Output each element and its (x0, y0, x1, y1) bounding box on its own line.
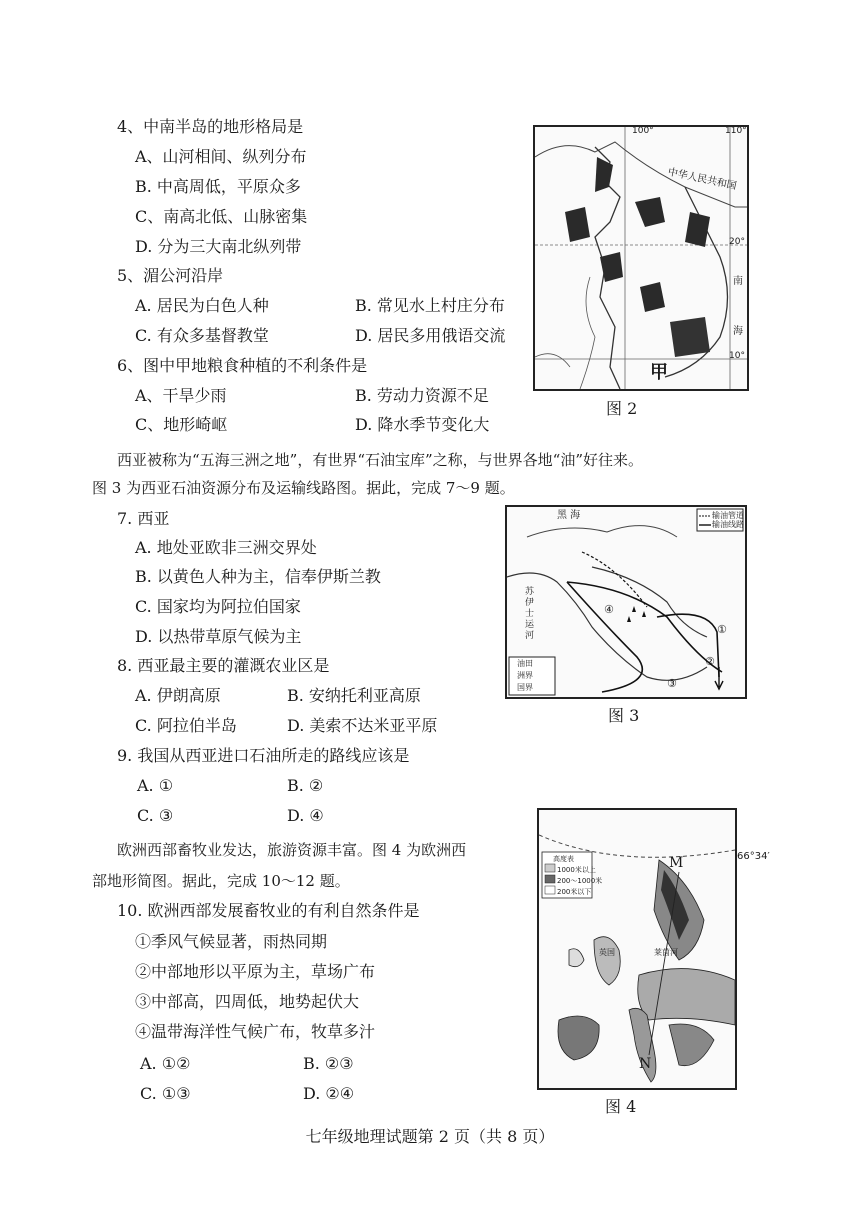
q10-option-c: C. ①③ (140, 1084, 191, 1103)
q9-option-a: A. ① (137, 776, 174, 795)
intro-10-12-line-1: 欧洲西部畜牧业发达，旅游资源丰富。图 4 为欧洲西 (117, 841, 467, 859)
indochina-map-graphic (535, 127, 747, 389)
q8-option-d: D. 美索不达米亚平原 (287, 716, 438, 735)
figure-4-caption: 图 4 (605, 1097, 637, 1116)
route-4-label: ④ (604, 603, 614, 616)
q10-item-3: ③中部高，四周低，地势起伏大 (135, 992, 360, 1011)
lon-110-label: 110° (725, 126, 747, 136)
q8-option-b: B. 安纳托利亚高原 (287, 686, 421, 705)
q4-option-c: C、南高北低、山脉密集 (135, 207, 308, 226)
q9-option-c: C. ③ (137, 806, 174, 825)
western-europe-map-graphic (539, 810, 735, 1088)
legend-below-200: 200米以下 (557, 888, 592, 896)
arctic-circle-label: 66°34′ (737, 851, 770, 862)
q6-option-c: C、地形崎岖 (135, 415, 228, 434)
q7-option-b: B. 以黄色人种为主，信奉伊斯兰教 (135, 567, 381, 586)
legend-title: 高度表 (553, 855, 574, 863)
lat-20-label: 20° (729, 237, 745, 247)
jia-label: 甲 (650, 362, 668, 383)
lat-10-label: 10° (729, 351, 745, 361)
legend-country-border: 国界 (517, 683, 533, 692)
q5-option-b: B. 常见水上村庄分布 (355, 296, 505, 315)
q5-stem: 5、湄公河沿岸 (117, 266, 224, 285)
q6-stem: 6、图中甲地粮食种植的不利条件是 (117, 356, 368, 375)
legend-oilfield: 油田 (517, 659, 533, 668)
q7-stem: 7. 西亚 (117, 509, 170, 528)
legend-200-1000: 200～1000米 (557, 877, 603, 885)
legend-above-1000: 1000米以上 (557, 866, 596, 874)
q7-option-a: A. 地处亚欧非三洲交界处 (135, 538, 317, 557)
intro-7-9-line-1: 西亚被称为“五海三洲之地”，有世界“石油宝库”之称，与世界各地“油”好往来。 (117, 451, 644, 469)
intro-7-9-line-2: 图 3 为西亚石油资源分布及运输线路图。据此，完成 7～9 题。 (92, 479, 515, 497)
figure-3-map (505, 505, 747, 699)
q5-option-d: D. 居民多用俄语交流 (355, 326, 506, 345)
q10-option-d: D. ②④ (303, 1084, 355, 1103)
figure-3-caption: 图 3 (608, 706, 640, 725)
q10-item-4: ④温带海洋性气候广布，牧草多汁 (135, 1022, 376, 1041)
china-label: 中华人民共和国 (666, 166, 738, 193)
hai-label: 海 (733, 326, 743, 337)
q6-option-d: D. 降水季节变化大 (355, 415, 490, 434)
route-2-label: ② (705, 655, 715, 668)
q10-option-a: A. ①② (140, 1054, 191, 1073)
q7-option-d: D. 以热带草原气候为主 (135, 627, 302, 646)
black-sea-label: 黑 海 (557, 510, 581, 521)
rhine-label: 莱茵河 (654, 948, 678, 957)
q10-option-b: B. ②③ (303, 1054, 354, 1073)
page-footer: 七年级地理试题第 2 页（共 8 页） (305, 1127, 555, 1146)
q8-option-c: C. 阿拉伯半岛 (135, 716, 237, 735)
q4-option-b: B. 中高周低，平原众多 (135, 177, 301, 196)
legend-continent-border: 洲界 (517, 671, 533, 680)
q7-option-c: C. 国家均为阿拉伯国家 (135, 597, 301, 616)
legend-pipeline: 输油管道 (712, 511, 744, 520)
point-m-label: M (669, 855, 684, 871)
q4-stem: 4、中南半岛的地形格局是 (117, 117, 304, 136)
figure-4-map (537, 808, 737, 1090)
suez-canal-label: 苏伊士运河 (525, 587, 535, 641)
q10-item-2: ②中部地形以平原为主，草场广布 (135, 962, 376, 981)
route-1-label: ① (717, 623, 727, 636)
west-asia-map-graphic (507, 507, 745, 697)
q9-option-b: B. ② (287, 776, 324, 795)
q8-stem: 8. 西亚最主要的灌溉农业区是 (117, 656, 330, 675)
figure-2-caption: 图 2 (606, 399, 638, 418)
uk-label: 英国 (599, 948, 615, 957)
q6-option-b: B. 劳动力资源不足 (355, 386, 489, 405)
q5-option-c: C. 有众多基督教堂 (135, 326, 269, 345)
route-3-label: ③ (667, 677, 677, 690)
q4-option-d: D. 分为三大南北纵列带 (135, 237, 302, 256)
lon-100-label: 100° (632, 126, 654, 136)
q6-option-a: A、干旱少雨 (135, 386, 227, 405)
intro-10-12-line-2: 部地形简图。据此，完成 10～12 题。 (92, 872, 350, 890)
figure-2-map (533, 125, 749, 391)
q4-option-a: A、山河相间、纵列分布 (135, 147, 307, 166)
nan-label: 南 (733, 276, 743, 287)
q10-stem: 10. 欧洲西部发展畜牧业的有利自然条件是 (117, 901, 420, 920)
legend-route: 输油线路 (712, 520, 744, 529)
q10-item-1: ①季风气候显著，雨热同期 (135, 932, 328, 951)
q8-option-a: A. 伊朗高原 (135, 686, 221, 705)
q5-option-a: A. 居民为白色人种 (135, 296, 269, 315)
point-n-label: N (639, 1056, 652, 1072)
q9-option-d: D. ④ (287, 806, 324, 825)
q9-stem: 9. 我国从西亚进口石油所走的路线应该是 (117, 746, 410, 765)
